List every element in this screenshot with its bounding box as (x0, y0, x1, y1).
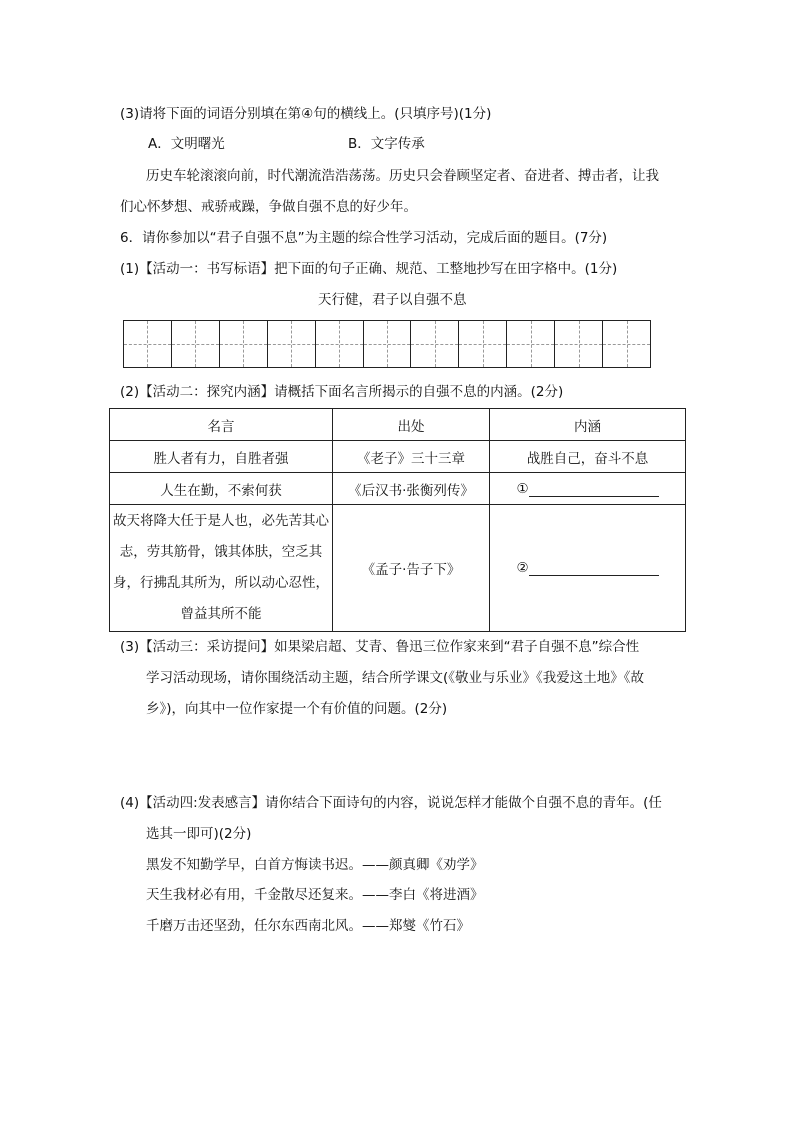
answer-blank-2[interactable] (529, 561, 659, 576)
header-meaning: 内涵 (490, 409, 686, 441)
poem-line-1: 黑发不知勤学早，白首方悔读书迟。——颜真卿《劝学》 (146, 857, 484, 873)
source-cell: 《后汉书·张衡列传》 (333, 473, 490, 505)
quotes-table (109, 408, 686, 632)
option-a: A．文明曙光 (148, 136, 225, 152)
answer-cell-2[interactable] (490, 505, 686, 632)
meaning-cell: 战胜自己，奋斗不息 (490, 441, 686, 473)
poem-line-2: 天生我材必有用，千金散尽还复来。——李白《将进酒》 (146, 887, 484, 903)
activity-4-line-2: 选其一即可)(2分) (146, 826, 252, 842)
activity-2-prompt: (2)【活动二：探究内涵】请概括下面名言所揭示的自强不息的内涵。(2分) (120, 384, 564, 400)
passage-line-1: 历史车轮滚滚向前，时代潮流浩浩荡荡。历史只会眷顾坚定者、奋进者、搏击者，让我 (146, 168, 659, 184)
slogan-text: 天行健，君子以自强不息 (318, 292, 467, 308)
answer-marker-1: ① (516, 480, 529, 497)
activity-3-line-3: 乡》)，向其中一位作家提一个有价值的问题。(2分) (146, 701, 448, 717)
answer-marker-2: ② (516, 560, 529, 576)
grid-cell[interactable] (459, 321, 507, 367)
answer-cell-1[interactable] (490, 473, 686, 505)
answer-blank-1[interactable] (529, 482, 659, 497)
activity-4-line-1: (4)【活动四:发表感言】请你结合下面诗句的内容，说说怎样才能做个自强不息的青年。(任 (120, 795, 662, 811)
grid-cell[interactable] (507, 321, 555, 367)
header-source: 出处 (333, 409, 490, 441)
grid-cell[interactable] (172, 321, 220, 367)
grid-cell[interactable] (555, 321, 603, 367)
question-6-title: 6．请你参加以“君子自强不息”为主题的综合性学习活动，完成后面的题目。(7分) (120, 230, 608, 246)
question-3-prompt: (3)请将下面的词语分别填在第④句的横线上。(只填序号)(1分) (120, 106, 492, 122)
grid-cell[interactable] (364, 321, 412, 367)
grid-cell[interactable] (603, 321, 650, 367)
passage-line-2: 们心怀梦想、戒骄戒躁，争做自强不息的好少年。 (120, 199, 417, 215)
header-quote: 名言 (110, 409, 333, 441)
poem-line-3: 千磨万击还坚劲，任尔东西南北风。——郑燮《竹石》 (146, 918, 470, 934)
grid-cell[interactable] (124, 321, 172, 367)
quote-cell: 故天将降大任于是人也，必先苦其心志，劳其筋骨，饿其体肤，空乏其身，行拂乱其所为，所以动心忍性，曾益其所不能 (110, 505, 333, 632)
grid-cell[interactable] (411, 321, 459, 367)
activity-3-line-1: (3)【活动三：采访提问】如果梁启超、艾青、鲁迅三位作家来到“君子自强不息”综合性 (120, 639, 640, 655)
source-cell: 《孟子·告子下》 (333, 505, 490, 632)
activity-1-prompt: (1)【活动一：书写标语】把下面的句子正确、规范、工整地抄写在田字格中。(1分) (120, 261, 618, 277)
quote-cell: 胜人者有力，自胜者强 (110, 441, 333, 473)
option-b: B．文字传承 (348, 136, 425, 152)
tianzige-grid[interactable] (123, 320, 651, 368)
source-cell: 《老子》三十三章 (333, 441, 490, 473)
activity-3-line-2: 学习活动现场，请你围绕活动主题，结合所学课文(《敬业与乐业》《我爱这土地》《故 (146, 670, 645, 686)
grid-cell[interactable] (268, 321, 316, 367)
grid-cell[interactable] (220, 321, 268, 367)
quote-cell: 人生在勤，不索何获 (110, 473, 333, 505)
grid-cell[interactable] (316, 321, 364, 367)
